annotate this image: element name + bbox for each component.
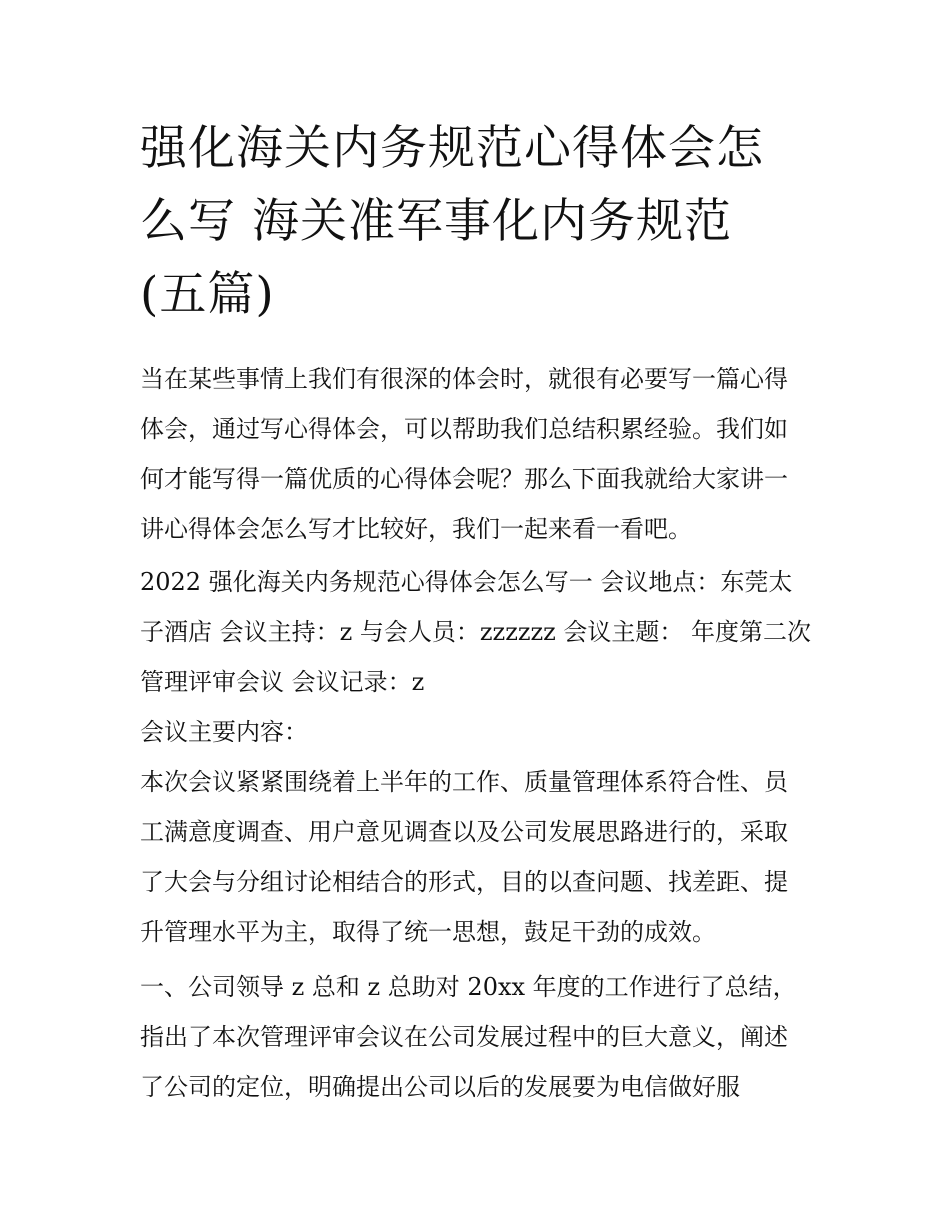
text-line: 了大会与分组讨论相结合的形式，目的以查问题、找差距、提	[140, 868, 788, 896]
text-line: 何才能写得一篇优质的心得体会呢？那么下面我就给大家讲一	[140, 465, 788, 493]
title-line: 强化海关内务规范心得体会怎	[140, 121, 764, 176]
text-line: 体会，通过写心得体会，可以帮助我们总结积累经验。我们如	[140, 415, 788, 443]
title-line: (五篇)	[140, 267, 275, 322]
point-one-paragraph	[140, 962, 830, 1112]
intro-paragraph	[140, 354, 830, 554]
text-line: 升管理水平为主，取得了统一思想，鼓足干劲的成效。	[140, 918, 716, 946]
text-line: 管理评审会议 会议记录：z	[140, 668, 425, 696]
text-line: 了公司的定位，明确提出公司以后的发展要为电信做好服	[140, 1073, 740, 1101]
text-line: 讲心得体会怎么写才比较好，我们一起来看一看吧。	[140, 515, 692, 543]
text-line: 子酒店 会议主持：z 与会人员：zzzzzz 会议主题： 年度第二次	[140, 618, 812, 646]
text-line: 工满意度调查、用户意见调查以及公司发展思路进行的，采取	[140, 818, 788, 846]
text-line: 会议主要内容：	[140, 718, 308, 746]
text-line: 2022 强化海关内务规范心得体会怎么写一 会议地点：东莞太	[140, 568, 793, 596]
summary-paragraph	[140, 757, 830, 957]
text-line: 一、公司领导 z 总和 z 总助对 20xx 年度的工作进行了总结，	[140, 973, 797, 1001]
text-line: 当在某些事情上我们有很深的体会时，就很有必要写一篇心得	[140, 365, 788, 393]
meeting-info-paragraph	[140, 557, 830, 707]
content-label	[140, 707, 830, 757]
title-line: 么写 海关准军事化内务规范	[140, 194, 732, 249]
text-line: 指出了本次管理评审会议在公司发展过程中的巨大意义，阐述	[140, 1023, 788, 1051]
text-line: 本次会议紧紧围绕着上半年的工作、质量管理体系符合性、员	[140, 768, 788, 796]
document-title	[140, 112, 830, 331]
